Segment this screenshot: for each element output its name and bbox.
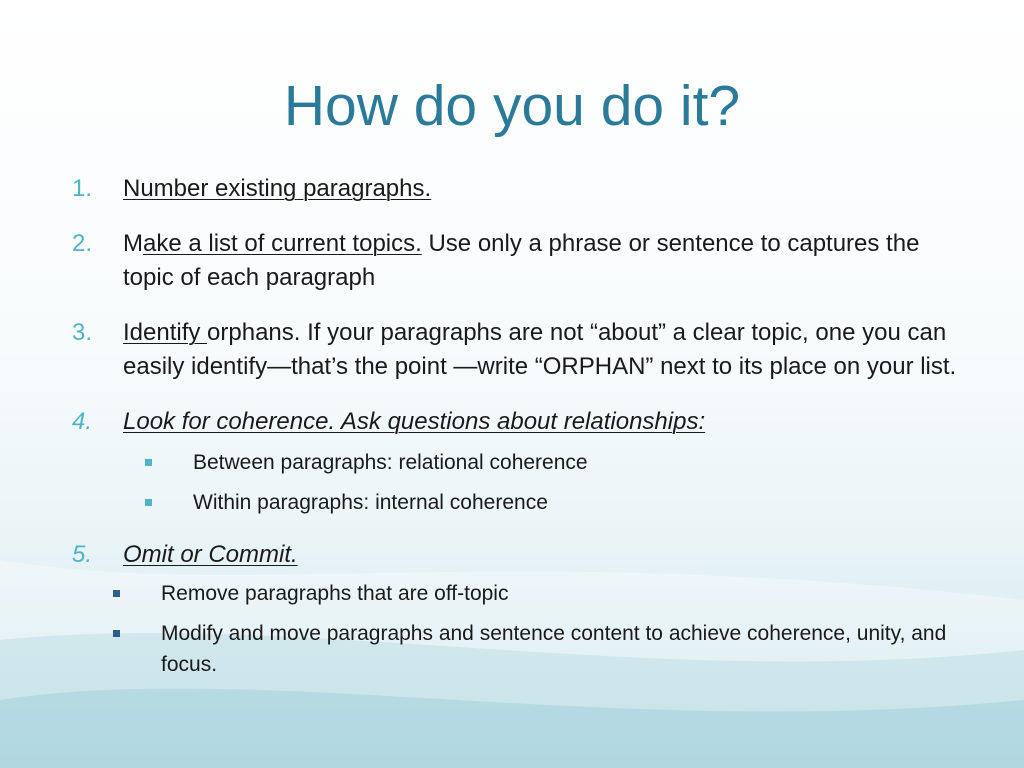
sub-bullet-text: Within paragraphs: internal coherence [193, 491, 548, 514]
sub-bullet [72, 447, 972, 478]
sub-bullet [72, 618, 972, 680]
list-item [72, 172, 972, 206]
square-bullet-icon [113, 630, 120, 637]
item-number: 1. [72, 175, 93, 202]
item-text: Use only a phrase or sentence to captures the topic of each paragraph [123, 230, 920, 291]
item-prefix: M [123, 230, 143, 257]
list-item [72, 316, 972, 384]
list-item [72, 405, 972, 439]
sub-bullet [72, 487, 972, 518]
square-bullet-icon [145, 459, 152, 466]
sub-bullet [72, 578, 972, 609]
item-number: 2. [72, 230, 93, 257]
item-link[interactable]: Look for coherence. Ask questions about relationships: [123, 408, 706, 435]
list-item [72, 227, 972, 295]
item-link[interactable]: Number existing paragraphs. [123, 175, 432, 202]
numbered-list [72, 172, 972, 680]
item-link[interactable]: Identify [123, 319, 208, 346]
sub-bullet-text: Modify and move paragraphs and sentence content to achieve coherence, unity, and focus. [161, 622, 947, 676]
item-link[interactable]: Omit or Commit. [123, 541, 298, 568]
slide-title: How do you do it? [283, 74, 741, 138]
item-link[interactable]: ake a list of current topics. [143, 230, 422, 257]
square-bullet-icon [113, 590, 120, 597]
list-item [72, 538, 972, 572]
item-text: orphans. If your paragraphs are not “about” a clear topic, one you can easily identify—that’s the point —write “ORPHAN” next to its place on your list. [123, 319, 957, 380]
sub-bullet-text: Between paragraphs: relational coherence [193, 451, 588, 474]
item-number: 5. [72, 541, 93, 568]
item-number: 4. [72, 408, 93, 435]
sub-bullet-text: Remove paragraphs that are off-topic [161, 582, 509, 605]
item-number: 3. [72, 319, 93, 346]
square-bullet-icon [145, 499, 152, 506]
